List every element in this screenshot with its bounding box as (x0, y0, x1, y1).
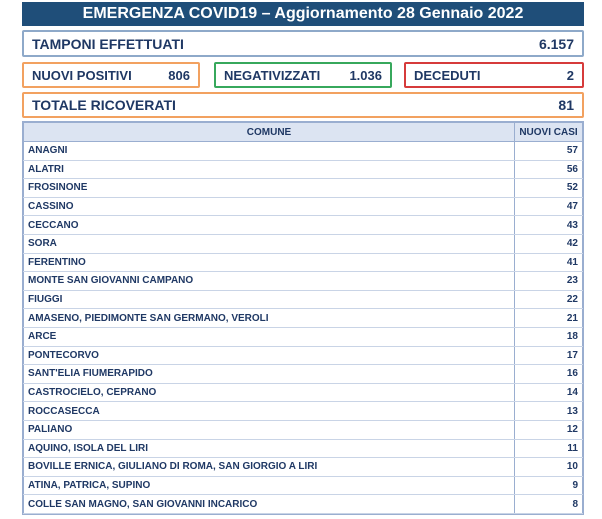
comune-cell: AMASENO, PIEDIMONTE SAN GERMANO, VEROLI (24, 309, 515, 328)
comune-cell: FROSINONE (24, 179, 515, 198)
tamponi-value: 6.157 (538, 35, 574, 52)
page-title: EMERGENZA COVID19 – Aggiornamento 28 Gennaio 2022 (22, 2, 584, 26)
deceduti-box (404, 62, 584, 88)
nuovi-positivi-box (22, 62, 200, 88)
table-row (24, 197, 583, 216)
deceduti-value: 2 (566, 67, 574, 83)
nuovi-casi-cell: 17 (515, 346, 583, 365)
nuovi-casi-cell: 21 (515, 309, 583, 328)
ricoverati-value: 81 (558, 97, 574, 113)
nuovi-casi-cell: 23 (515, 272, 583, 291)
tamponi-label: TAMPONI EFFETTUATI (32, 35, 184, 52)
nuovi-casi-cell: 22 (515, 290, 583, 309)
table-row (24, 253, 583, 272)
ricoverati-box (22, 92, 584, 118)
table-row (24, 234, 583, 253)
nuovi-positivi-value: 806 (168, 67, 190, 83)
negativizzati-box (214, 62, 392, 88)
nuovi-casi-cell: 56 (515, 160, 583, 179)
comune-cell: SANT'ELIA FIUMERAPIDO (24, 365, 515, 384)
column-header-comune: COMUNE (24, 123, 515, 142)
comune-cell: MONTE SAN GIOVANNI CAMPANO (24, 272, 515, 291)
deceduti-label: DECEDUTI (414, 67, 481, 83)
table-row (24, 160, 583, 179)
comune-cell: CASTROCIELO, CEPRANO (24, 383, 515, 402)
nuovi-casi-cell: 13 (515, 402, 583, 421)
comune-cell: ATINA, PATRICA, SUPINO (24, 476, 515, 495)
nuovi-positivi-label: NUOVI POSITIVI (32, 67, 132, 83)
nuovi-casi-cell: 14 (515, 383, 583, 402)
comune-cell: SORA (24, 234, 515, 253)
comune-cell: ANAGNI (24, 142, 515, 161)
nuovi-casi-cell: 10 (515, 458, 583, 477)
table-row (24, 495, 583, 514)
nuovi-casi-cell: 41 (515, 253, 583, 272)
negativizzati-value: 1.036 (349, 67, 382, 83)
table-row (24, 327, 583, 346)
nuovi-casi-cell: 11 (515, 439, 583, 458)
column-header-nuovi-casi: NUOVI CASI (515, 123, 583, 142)
comune-cell: ARCE (24, 327, 515, 346)
comune-cell: ALATRI (24, 160, 515, 179)
table-row (24, 476, 583, 495)
table-row (24, 309, 583, 328)
comuni-table (22, 121, 584, 515)
nuovi-casi-cell: 47 (515, 197, 583, 216)
comune-cell: ROCCASECCA (24, 402, 515, 421)
table-row (24, 439, 583, 458)
nuovi-casi-cell: 43 (515, 216, 583, 235)
comune-cell: COLLE SAN MAGNO, SAN GIOVANNI INCARICO (24, 495, 515, 514)
table-row (24, 179, 583, 198)
nuovi-casi-cell: 42 (515, 234, 583, 253)
ricoverati-label: TOTALE RICOVERATI (32, 97, 176, 113)
table-row (24, 290, 583, 309)
table-row (24, 402, 583, 421)
nuovi-casi-cell: 52 (515, 179, 583, 198)
table-row (24, 420, 583, 439)
comune-cell: CASSINO (24, 197, 515, 216)
comune-cell: PONTECORVO (24, 346, 515, 365)
comune-cell: AQUINO, ISOLA DEL LIRI (24, 439, 515, 458)
nuovi-casi-cell: 9 (515, 476, 583, 495)
table-row (24, 142, 583, 161)
comune-cell: FERENTINO (24, 253, 515, 272)
nuovi-casi-cell: 16 (515, 365, 583, 384)
tamponi-box (22, 30, 584, 57)
nuovi-casi-cell: 18 (515, 327, 583, 346)
nuovi-casi-cell: 57 (515, 142, 583, 161)
comune-cell: FIUGGI (24, 290, 515, 309)
comune-cell: PALIANO (24, 420, 515, 439)
comune-cell: CECCANO (24, 216, 515, 235)
table-row (24, 346, 583, 365)
negativizzati-label: NEGATIVIZZATI (224, 67, 321, 83)
table-header-row (24, 123, 583, 142)
table-row (24, 216, 583, 235)
nuovi-casi-cell: 8 (515, 495, 583, 514)
table-row (24, 383, 583, 402)
table-row (24, 458, 583, 477)
nuovi-casi-cell: 12 (515, 420, 583, 439)
comune-cell: BOVILLE ERNICA, GIULIANO DI ROMA, SAN GIORGIO A LIRI (24, 458, 515, 477)
table-row (24, 365, 583, 384)
table-row (24, 272, 583, 291)
